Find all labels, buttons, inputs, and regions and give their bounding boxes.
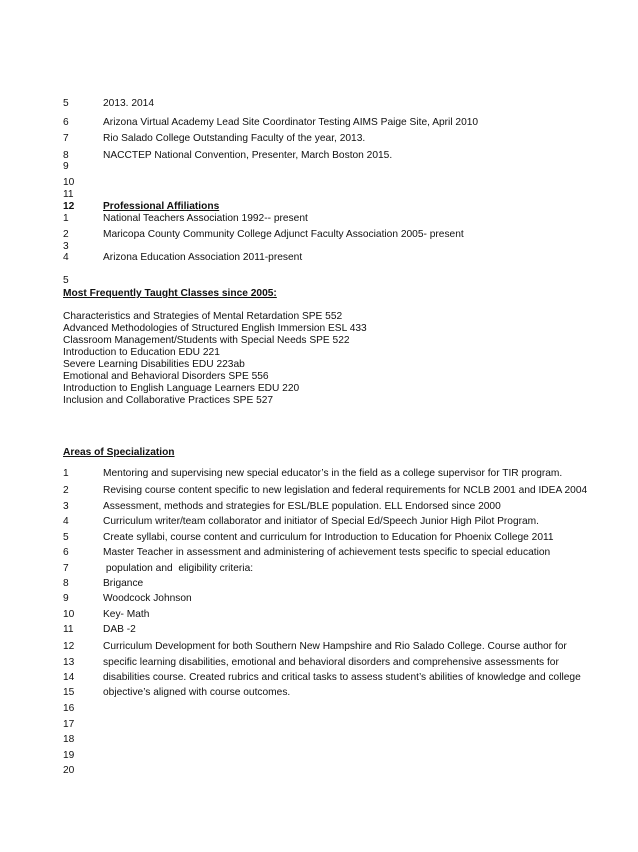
line-number: 6 (63, 117, 69, 128)
line-text: population and eligibility criteria: (103, 563, 254, 574)
line-number: 11 (63, 189, 74, 200)
line-number: 7 (63, 133, 69, 144)
line-text: Master Teacher in assessment and administering of achievement tests specific to special education (103, 547, 551, 558)
line-number: 15 (63, 687, 75, 698)
line-text: disabilities course. Created rubrics and critical tasks to assess student’s abilities of knowledge and college (103, 672, 581, 683)
numbered-line (0, 656, 638, 669)
numbered-line (0, 546, 638, 559)
line-text: specific learning disabilities, emotional and behavioral disorders and comprehensive assessments for (103, 657, 559, 668)
line-text: Assessment, methods and strategies for ESL/BLE population. ELL Endorsed since 2000 (103, 501, 501, 512)
line-number: 17 (63, 719, 75, 730)
line-number: 3 (63, 501, 69, 512)
line-number: 18 (63, 734, 75, 745)
section-heading: Most Frequently Taught Classes since 2005: (63, 288, 277, 299)
line-number: 9 (63, 161, 69, 172)
line-number: 4 (63, 516, 69, 527)
numbered-line (0, 702, 638, 715)
numbered-line (0, 608, 638, 621)
numbered-line (0, 212, 638, 225)
line-text: 2013. 2014 (103, 98, 154, 109)
line-number: 5 (63, 275, 69, 286)
class-text: Inclusion and Collaborative Practices SPE 527 (63, 395, 274, 406)
section-heading: Professional Affiliations (103, 201, 220, 212)
line-number: 5 (63, 532, 69, 543)
numbered-line (0, 686, 638, 699)
line-number: 19 (63, 750, 75, 761)
line-number: 5 (63, 98, 69, 109)
class-text: Classroom Management/Students with Special Needs SPE 522 (63, 335, 350, 346)
line-number: 9 (63, 593, 69, 604)
line-number: 2 (63, 485, 69, 496)
line-text: National Teachers Association 1992-- present (103, 213, 308, 224)
line-number: 8 (63, 578, 69, 589)
line-number: 16 (63, 703, 75, 714)
numbered-line (0, 97, 638, 110)
line-number: 6 (63, 547, 69, 558)
class-text: Advanced Methodologies of Structured English Immersion ESL 433 (63, 323, 367, 334)
line-number: 8 (63, 150, 69, 161)
numbered-line (0, 671, 638, 684)
line-text: Curriculum writer/team collaborator and initiator of Special Ed/Speech Junior High Pilot Program. (103, 516, 539, 527)
line-number: 13 (63, 657, 75, 668)
numbered-line (0, 592, 638, 605)
class-text: Introduction to Education EDU 221 (63, 347, 220, 358)
line-number: 1 (63, 468, 69, 479)
numbered-line (0, 484, 638, 497)
line-number: 7 (63, 563, 69, 574)
classes-heading-line (0, 287, 638, 300)
numbered-line (0, 640, 638, 653)
line-text: objective’s aligned with course outcomes. (103, 687, 291, 698)
line-text: Maricopa County Community College Adjunct Faculty Association 2005- present (103, 229, 464, 240)
class-text: Introduction to English Language Learners EDU 220 (63, 383, 300, 394)
line-text: Woodcock Johnson (103, 593, 192, 604)
class-item (0, 394, 638, 407)
numbered-line (0, 116, 638, 129)
class-text: Emotional and Behavioral Disorders SPE 556 (63, 371, 269, 382)
numbered-line (0, 274, 638, 287)
numbered-line (0, 467, 638, 480)
line-number: 12 (63, 201, 75, 212)
numbered-line (0, 251, 638, 264)
line-number: 10 (63, 609, 75, 620)
numbered-line (0, 577, 638, 590)
specialization-heading-line (0, 446, 638, 459)
numbered-line (0, 623, 638, 636)
line-number: 1 (63, 213, 69, 224)
line-text: Arizona Education Association 2011-present (103, 252, 303, 263)
numbered-line (0, 132, 638, 145)
line-text: Mentoring and supervising new special educator’s in the field as a college supervisor for TIR program. (103, 468, 563, 479)
line-text: Brigance (103, 578, 144, 589)
section-heading: Areas of Specialization (63, 447, 175, 458)
line-number: 12 (63, 641, 75, 652)
line-number: 11 (63, 624, 74, 635)
numbered-line (0, 515, 638, 528)
line-text: Key- Math (103, 609, 150, 620)
numbered-line (0, 718, 638, 731)
class-text: Severe Learning Disabilities EDU 223ab (63, 359, 245, 370)
numbered-line (0, 531, 638, 544)
numbered-line (0, 749, 638, 762)
class-text: Characteristics and Strategies of Mental Retardation SPE 552 (63, 311, 343, 322)
line-number: 2 (63, 229, 69, 240)
line-text: Create syllabi, course content and curriculum for Introduction to Education for Phoenix College 2011 (103, 532, 554, 543)
line-text: NACCTEP National Convention, Presenter, March Boston 2015. (103, 150, 393, 161)
numbered-line (0, 764, 638, 777)
numbered-line (0, 160, 638, 173)
line-text: Rio Salado College Outstanding Faculty of the year, 2013. (103, 133, 366, 144)
line-text: DAB -2 (103, 624, 136, 635)
line-text: Revising course content specific to new legislation and federal requirements for NCLB 2001 and IDEA 2004 (103, 485, 588, 496)
line-text: Curriculum Development for both Southern New Hampshire and Rio Salado College. Course author for (103, 641, 567, 652)
line-number: 3 (63, 241, 69, 252)
numbered-line (0, 500, 638, 513)
line-text: Arizona Virtual Academy Lead Site Coordinator Testing AIMS Paige Site, April 2010 (103, 117, 479, 128)
line-number: 20 (63, 765, 75, 776)
line-number: 4 (63, 252, 69, 263)
line-number: 10 (63, 177, 75, 188)
line-number: 14 (63, 672, 75, 683)
numbered-line (0, 562, 638, 575)
numbered-line (0, 733, 638, 746)
